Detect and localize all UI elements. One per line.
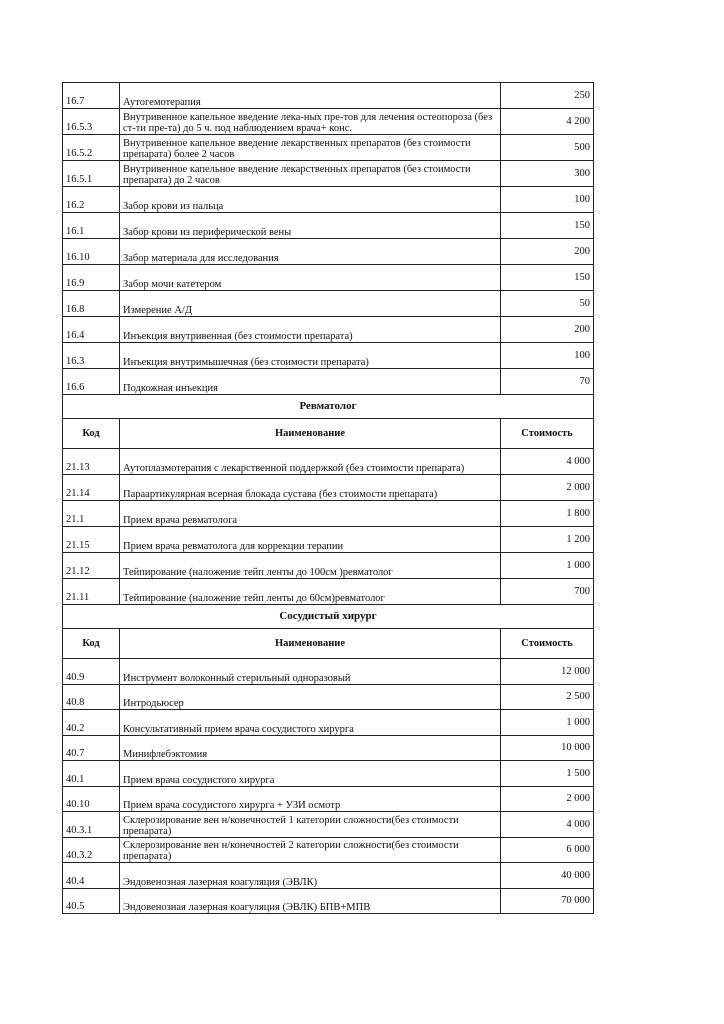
cell-price: 1 000: [501, 553, 594, 579]
table-row: [63, 161, 594, 187]
table-header-row: [63, 629, 594, 659]
table-row: [63, 369, 594, 395]
cell-name: Инструмент волоконный стерильный одноразовый: [120, 659, 501, 685]
table-row: [63, 579, 594, 605]
cell-name: Параартикулярная всерная блокада сустава (без стоимости препарата): [120, 475, 501, 501]
cell-code: 16.5.1: [63, 161, 120, 187]
cell-name: Инъекция внутримышечная (без стоимости препарата): [120, 343, 501, 369]
table-row: [63, 761, 594, 787]
cell-price: 40 000: [501, 863, 594, 889]
header-name: Наименование: [120, 629, 501, 659]
cell-code: 16.9: [63, 265, 120, 291]
cell-code: 16.5.2: [63, 135, 120, 161]
cell-price: 70: [501, 369, 594, 395]
cell-name: Подкожная инъекция: [120, 369, 501, 395]
table-row: [63, 684, 594, 710]
cell-price: 6 000: [501, 837, 594, 863]
cell-code: 40.1: [63, 761, 120, 787]
cell-price: 4 000: [501, 449, 594, 475]
table-row: [63, 863, 594, 889]
cell-price: 100: [501, 187, 594, 213]
cell-price: 4 000: [501, 812, 594, 838]
cell-code: 40.5: [63, 888, 120, 914]
cell-price: 500: [501, 135, 594, 161]
cell-code: 40.2: [63, 710, 120, 736]
table-header-row: [63, 419, 594, 449]
table-row: [63, 888, 594, 914]
cell-code: 21.13: [63, 449, 120, 475]
cell-price: 1 000: [501, 710, 594, 736]
table-row: [63, 659, 594, 685]
cell-price: 12 000: [501, 659, 594, 685]
cell-price: 50: [501, 291, 594, 317]
header-code: Код: [63, 419, 120, 449]
cell-price: 250: [501, 83, 594, 109]
cell-name: Эндовенозная лазерная коагуляция (ЭВЛК): [120, 863, 501, 889]
table-row: [63, 837, 594, 863]
cell-name: Прием врача сосудистого хирурга: [120, 761, 501, 787]
section-title-row: [63, 395, 594, 419]
cell-name: Внутривенное капельное введение лека-ных пре-тов для лечения остеопороза (без ст-ти пре-та) до 5 ч. под наблюдением врача+ конс.: [120, 109, 501, 135]
section-title-row: [63, 605, 594, 629]
cell-price: 150: [501, 213, 594, 239]
table-row: [63, 786, 594, 812]
cell-code: 40.8: [63, 684, 120, 710]
cell-price: 1 200: [501, 527, 594, 553]
cell-price: 2 500: [501, 684, 594, 710]
table-row: [63, 501, 594, 527]
cell-code: 16.10: [63, 239, 120, 265]
cell-price: 10 000: [501, 735, 594, 761]
header-price: Стоимость: [501, 419, 594, 449]
cell-name: Склерозирование вен н/конечностей 2 категории сложности(без стоимости препарата): [120, 837, 501, 863]
cell-code: 16.5.3: [63, 109, 120, 135]
cell-name: Забор материала для исследования: [120, 239, 501, 265]
table-row: [63, 187, 594, 213]
cell-code: 16.7: [63, 83, 120, 109]
cell-name: Тейпирование (наложение тейп ленты до 60см)ревматолог: [120, 579, 501, 605]
table-row: [63, 213, 594, 239]
cell-code: 16.8: [63, 291, 120, 317]
cell-code: 40.9: [63, 659, 120, 685]
cell-name: Забор мочи катетером: [120, 265, 501, 291]
cell-price: 200: [501, 317, 594, 343]
cell-name: Минифлебэктомия: [120, 735, 501, 761]
cell-code: 40.3.1: [63, 812, 120, 838]
price-list-page: [62, 82, 590, 914]
table-row: [63, 343, 594, 369]
table-row: [63, 710, 594, 736]
header-price: Стоимость: [501, 629, 594, 659]
cell-name: Забор крови из периферической вены: [120, 213, 501, 239]
header-name: Наименование: [120, 419, 501, 449]
cell-name: Прием врача ревматолога: [120, 501, 501, 527]
table-row: [63, 109, 594, 135]
cell-name: Аутогемотерапия: [120, 83, 501, 109]
cell-name: Тейпирование (наложение тейп ленты до 100см )ревматолог: [120, 553, 501, 579]
cell-code: 21.15: [63, 527, 120, 553]
cell-name: Прием врача сосудистого хирурга + УЗИ осмотр: [120, 786, 501, 812]
cell-code: 21.1: [63, 501, 120, 527]
cell-price: 2 000: [501, 786, 594, 812]
cell-price: 2 000: [501, 475, 594, 501]
price-table: [62, 82, 594, 914]
table-row: [63, 449, 594, 475]
table-row: [63, 812, 594, 838]
price-table-body: [63, 83, 594, 914]
cell-code: 40.7: [63, 735, 120, 761]
table-row: [63, 239, 594, 265]
cell-name: Забор крови из пальца: [120, 187, 501, 213]
cell-name: Консультативный прием врача сосудистого хирурга: [120, 710, 501, 736]
cell-price: 4 200: [501, 109, 594, 135]
cell-price: 150: [501, 265, 594, 291]
section-title: Ревматолог: [63, 395, 594, 419]
cell-code: 40.4: [63, 863, 120, 889]
table-row: [63, 553, 594, 579]
cell-name: Интродьюсер: [120, 684, 501, 710]
cell-name: Измерение А/Д: [120, 291, 501, 317]
cell-code: 16.1: [63, 213, 120, 239]
cell-code: 21.14: [63, 475, 120, 501]
section-title: Сосудистый хирург: [63, 605, 594, 629]
cell-code: 16.6: [63, 369, 120, 395]
cell-name: Склерозирование вен н/конечностей 1 категории сложности(без стоимости препарата): [120, 812, 501, 838]
cell-code: 16.3: [63, 343, 120, 369]
cell-price: 1 500: [501, 761, 594, 787]
table-row: [63, 265, 594, 291]
cell-code: 21.11: [63, 579, 120, 605]
cell-name: Эндовенозная лазерная коагуляция (ЭВЛК) БПВ+МПВ: [120, 888, 501, 914]
cell-code: 40.10: [63, 786, 120, 812]
table-row: [63, 135, 594, 161]
table-row: [63, 475, 594, 501]
table-row: [63, 83, 594, 109]
cell-code: 21.12: [63, 553, 120, 579]
cell-price: 200: [501, 239, 594, 265]
cell-code: 16.2: [63, 187, 120, 213]
cell-name: Внутривенное капельное введение лекарственных препаратов (без стоимости препарата) до 2 часов: [120, 161, 501, 187]
cell-code: 40.3.2: [63, 837, 120, 863]
cell-name: Инъекция внутривенная (без стоимости препарата): [120, 317, 501, 343]
cell-name: Внутривенное капельное введение лекарственных препаратов (без стоимости препарата) более 2 часов: [120, 135, 501, 161]
cell-price: 70 000: [501, 888, 594, 914]
table-row: [63, 317, 594, 343]
cell-price: 1 800: [501, 501, 594, 527]
cell-price: 300: [501, 161, 594, 187]
cell-price: 700: [501, 579, 594, 605]
cell-price: 100: [501, 343, 594, 369]
cell-code: 16.4: [63, 317, 120, 343]
header-code: Код: [63, 629, 120, 659]
cell-name: Аутоплазмотерапия с лекарственной поддержкой (без стоимости препарата): [120, 449, 501, 475]
table-row: [63, 527, 594, 553]
table-row: [63, 735, 594, 761]
table-row: [63, 291, 594, 317]
cell-name: Прием врача ревматолога для коррекции терапии: [120, 527, 501, 553]
